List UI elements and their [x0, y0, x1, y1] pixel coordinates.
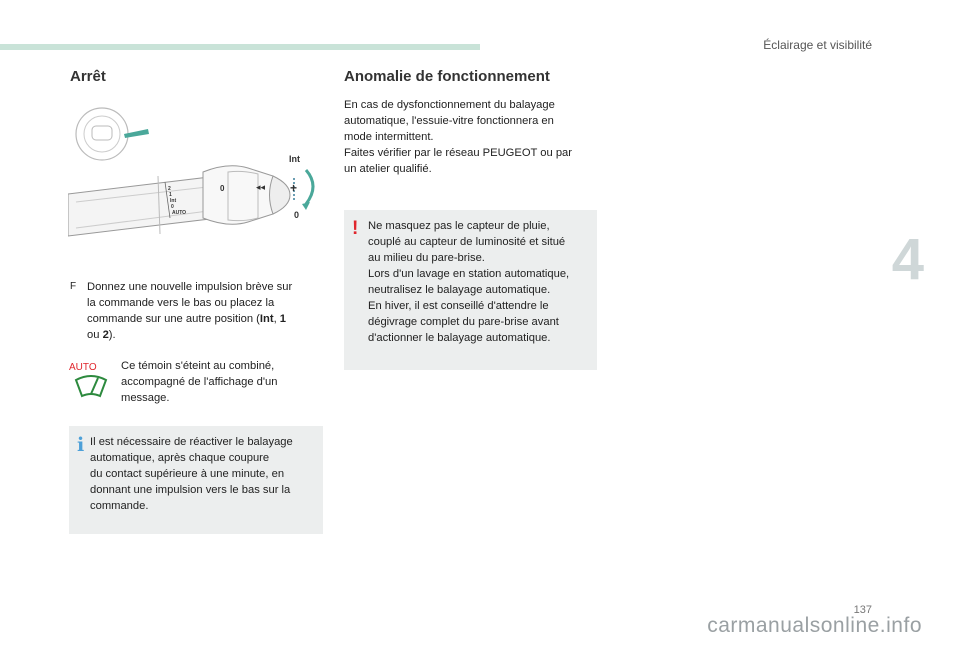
heading-anomalie: Anomalie de fonctionnement: [344, 68, 550, 85]
section-title: Éclairage et visibilité: [763, 38, 872, 52]
label-int: Int: [289, 154, 300, 164]
instruction-bullet: F Donnez une nouvelle impulsion brève sur la commande vers le bas ou placez la commande sur une autre position (Int, 1 ou 2).: [70, 281, 293, 341]
stalk-position-0: 0: [171, 204, 174, 210]
heading-arret: Arrêt: [70, 68, 106, 85]
info-box: i Il est nécessaire de réactiver le balayage automatique, après chaque coupure du contact supérieure à une minute, en donnant une impulsion vers le bas sur la commande.: [69, 426, 323, 534]
label-zero: 0: [294, 210, 300, 220]
stalk-position-1: 1: [169, 192, 172, 198]
stalk-label-zero: 0: [220, 184, 225, 193]
warning-box: ! Ne masquez pas le capteur de pluie, couplé au capteur de luminosité et situé au milieu du pare-brise. Lors d'un lavage en station automatique, neutralisez le balayage automatique. En hiver, il est conseillé d'attendre le dégivrage complet du pare-brise avant d'actionner le balayage automatique.: [344, 210, 597, 370]
anomalie-text: En cas de dysfonctionnement du balayage automatique, l'essuie-vitre fonctionnera en mode intermittent. Faites vérifier par le réseau PEUGEOT ou par un atelier qualifié.: [344, 99, 572, 175]
auto-label: AUTO: [69, 362, 97, 373]
steering-wheel-icon: [76, 108, 149, 160]
svg-text:+: +: [290, 181, 298, 195]
stalk-position-int: Int: [170, 198, 177, 204]
watermark: carmanualsonline.info: [707, 614, 922, 637]
stalk-position-2: 2: [168, 186, 171, 192]
header-accent-bar: [0, 44, 480, 50]
stalk-position-auto: AUTO: [172, 210, 187, 216]
chapter-number: 4: [891, 227, 924, 292]
page-number: 137: [853, 604, 872, 616]
svg-text:◂◂: ◂◂: [256, 182, 266, 192]
wiper-stalk-illustration: [68, 106, 322, 240]
auto-wiper-icon: [68, 360, 114, 402]
stalk-body: [68, 166, 290, 236]
bullet-mark: F: [70, 281, 77, 292]
auto-indicator-text: Ce témoin s'éteint au combiné, accompagné de l'affichage d'un message.: [121, 360, 278, 404]
info-icon: i: [77, 434, 85, 456]
warning-icon: !: [352, 218, 359, 239]
